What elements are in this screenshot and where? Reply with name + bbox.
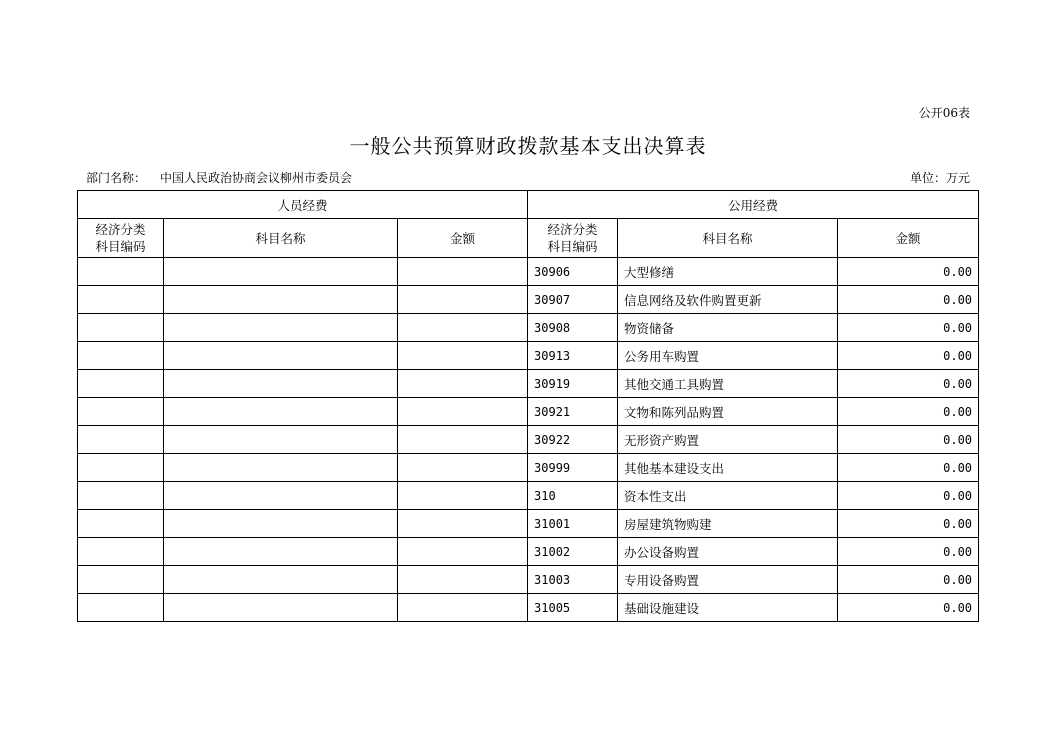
department-line xyxy=(86,169,352,186)
right-amount-header: 金额 xyxy=(838,219,979,258)
left-code-cell xyxy=(78,370,164,398)
table-row xyxy=(78,482,979,510)
left-name-cell xyxy=(164,482,398,510)
table-row xyxy=(78,426,979,454)
right-code-cell: 31003 xyxy=(528,566,618,594)
right-name-cell: 专用设备购置 xyxy=(618,566,838,594)
left-code-header-line2: 科目编码 xyxy=(95,239,146,254)
left-name-cell xyxy=(164,510,398,538)
right-name-cell: 无形资产购置 xyxy=(618,426,838,454)
left-code-cell xyxy=(78,286,164,314)
right-amount-cell: 0.00 xyxy=(838,566,979,594)
table-row xyxy=(78,314,979,342)
left-amount-cell xyxy=(398,314,528,342)
left-amount-header: 金额 xyxy=(398,219,528,258)
column-header-row xyxy=(78,219,979,258)
right-name-cell: 资本性支出 xyxy=(618,482,838,510)
left-amount-cell xyxy=(398,258,528,286)
right-amount-cell: 0.00 xyxy=(838,426,979,454)
left-name-cell xyxy=(164,566,398,594)
right-name-cell: 物资储备 xyxy=(618,314,838,342)
left-name-cell xyxy=(164,398,398,426)
left-name-cell xyxy=(164,454,398,482)
right-amount-cell: 0.00 xyxy=(838,482,979,510)
right-amount-cell: 0.00 xyxy=(838,370,979,398)
right-name-header: 科目名称 xyxy=(618,219,838,258)
right-amount-cell: 0.00 xyxy=(838,286,979,314)
right-name-cell: 信息网络及软件购置更新 xyxy=(618,286,838,314)
left-name-cell xyxy=(164,594,398,622)
unit-label: 单位：万元 xyxy=(909,171,970,185)
left-amount-cell xyxy=(398,510,528,538)
expenditure-table xyxy=(77,190,979,622)
right-code-cell: 30908 xyxy=(528,314,618,342)
right-amount-cell: 0.00 xyxy=(838,398,979,426)
right-code-cell: 31002 xyxy=(528,538,618,566)
table-row xyxy=(78,398,979,426)
form-number: 公开06表 xyxy=(918,106,970,120)
table-row xyxy=(78,370,979,398)
table-row xyxy=(78,538,979,566)
left-amount-cell xyxy=(398,538,528,566)
left-amount-cell xyxy=(398,286,528,314)
right-amount-cell: 0.00 xyxy=(838,258,979,286)
left-code-header-line1: 经济分类 xyxy=(95,222,146,237)
left-name-cell xyxy=(164,286,398,314)
right-name-cell: 其他交通工具购置 xyxy=(618,370,838,398)
left-amount-cell xyxy=(398,594,528,622)
left-code-cell xyxy=(78,566,164,594)
right-code-cell: 30922 xyxy=(528,426,618,454)
left-name-cell xyxy=(164,342,398,370)
table-row xyxy=(78,258,979,286)
right-name-cell: 办公设备购置 xyxy=(618,538,838,566)
right-name-cell: 公务用车购置 xyxy=(618,342,838,370)
left-name-cell xyxy=(164,426,398,454)
right-code-cell: 31001 xyxy=(528,510,618,538)
left-amount-cell xyxy=(398,482,528,510)
table-row xyxy=(78,286,979,314)
table-row xyxy=(78,510,979,538)
right-amount-cell: 0.00 xyxy=(838,454,979,482)
left-name-cell xyxy=(164,314,398,342)
left-amount-cell xyxy=(398,398,528,426)
left-code-cell xyxy=(78,594,164,622)
right-amount-cell: 0.00 xyxy=(838,538,979,566)
left-amount-cell xyxy=(398,370,528,398)
left-code-cell xyxy=(78,258,164,286)
right-name-cell: 基础设施建设 xyxy=(618,594,838,622)
left-amount-cell xyxy=(398,566,528,594)
group-header-row xyxy=(78,191,979,219)
right-amount-cell: 0.00 xyxy=(838,594,979,622)
right-code-cell: 30913 xyxy=(528,342,618,370)
left-name-cell xyxy=(164,370,398,398)
left-code-cell xyxy=(78,426,164,454)
left-code-header xyxy=(78,219,164,258)
left-amount-cell xyxy=(398,342,528,370)
right-code-header-line2: 科目编码 xyxy=(547,239,598,254)
table-row xyxy=(78,342,979,370)
right-amount-cell: 0.00 xyxy=(838,510,979,538)
left-code-cell xyxy=(78,314,164,342)
left-name-cell xyxy=(164,258,398,286)
right-amount-cell: 0.00 xyxy=(838,342,979,370)
left-code-cell xyxy=(78,510,164,538)
right-name-cell: 文物和陈列品购置 xyxy=(618,398,838,426)
right-code-header-line1: 经济分类 xyxy=(547,222,598,237)
right-name-cell: 大型修缮 xyxy=(618,258,838,286)
right-amount-cell: 0.00 xyxy=(838,314,979,342)
group-public: 公用经费 xyxy=(528,191,979,219)
right-name-cell: 房屋建筑物购建 xyxy=(618,510,838,538)
table-row xyxy=(78,454,979,482)
right-code-cell: 30919 xyxy=(528,370,618,398)
left-amount-cell xyxy=(398,426,528,454)
right-code-cell: 30921 xyxy=(528,398,618,426)
right-code-cell: 31005 xyxy=(528,594,618,622)
right-name-cell: 其他基本建设支出 xyxy=(618,454,838,482)
left-code-cell xyxy=(78,398,164,426)
right-code-cell: 30999 xyxy=(528,454,618,482)
table-row xyxy=(78,566,979,594)
page-title: 一般公共预算财政拨款基本支出决算表 xyxy=(349,134,707,158)
right-code-header xyxy=(528,219,618,258)
left-code-cell xyxy=(78,482,164,510)
left-name-header: 科目名称 xyxy=(164,219,398,258)
table-row xyxy=(78,594,979,622)
group-personnel: 人员经费 xyxy=(78,191,528,219)
right-code-cell: 30907 xyxy=(528,286,618,314)
left-code-cell xyxy=(78,342,164,370)
department-label: 部门名称： xyxy=(86,171,147,185)
left-code-cell xyxy=(78,454,164,482)
left-amount-cell xyxy=(398,454,528,482)
right-code-cell: 310 xyxy=(528,482,618,510)
right-code-cell: 30906 xyxy=(528,258,618,286)
left-name-cell xyxy=(164,538,398,566)
left-code-cell xyxy=(78,538,164,566)
department-value: 中国人民政治协商会议柳州市委员会 xyxy=(160,171,353,185)
